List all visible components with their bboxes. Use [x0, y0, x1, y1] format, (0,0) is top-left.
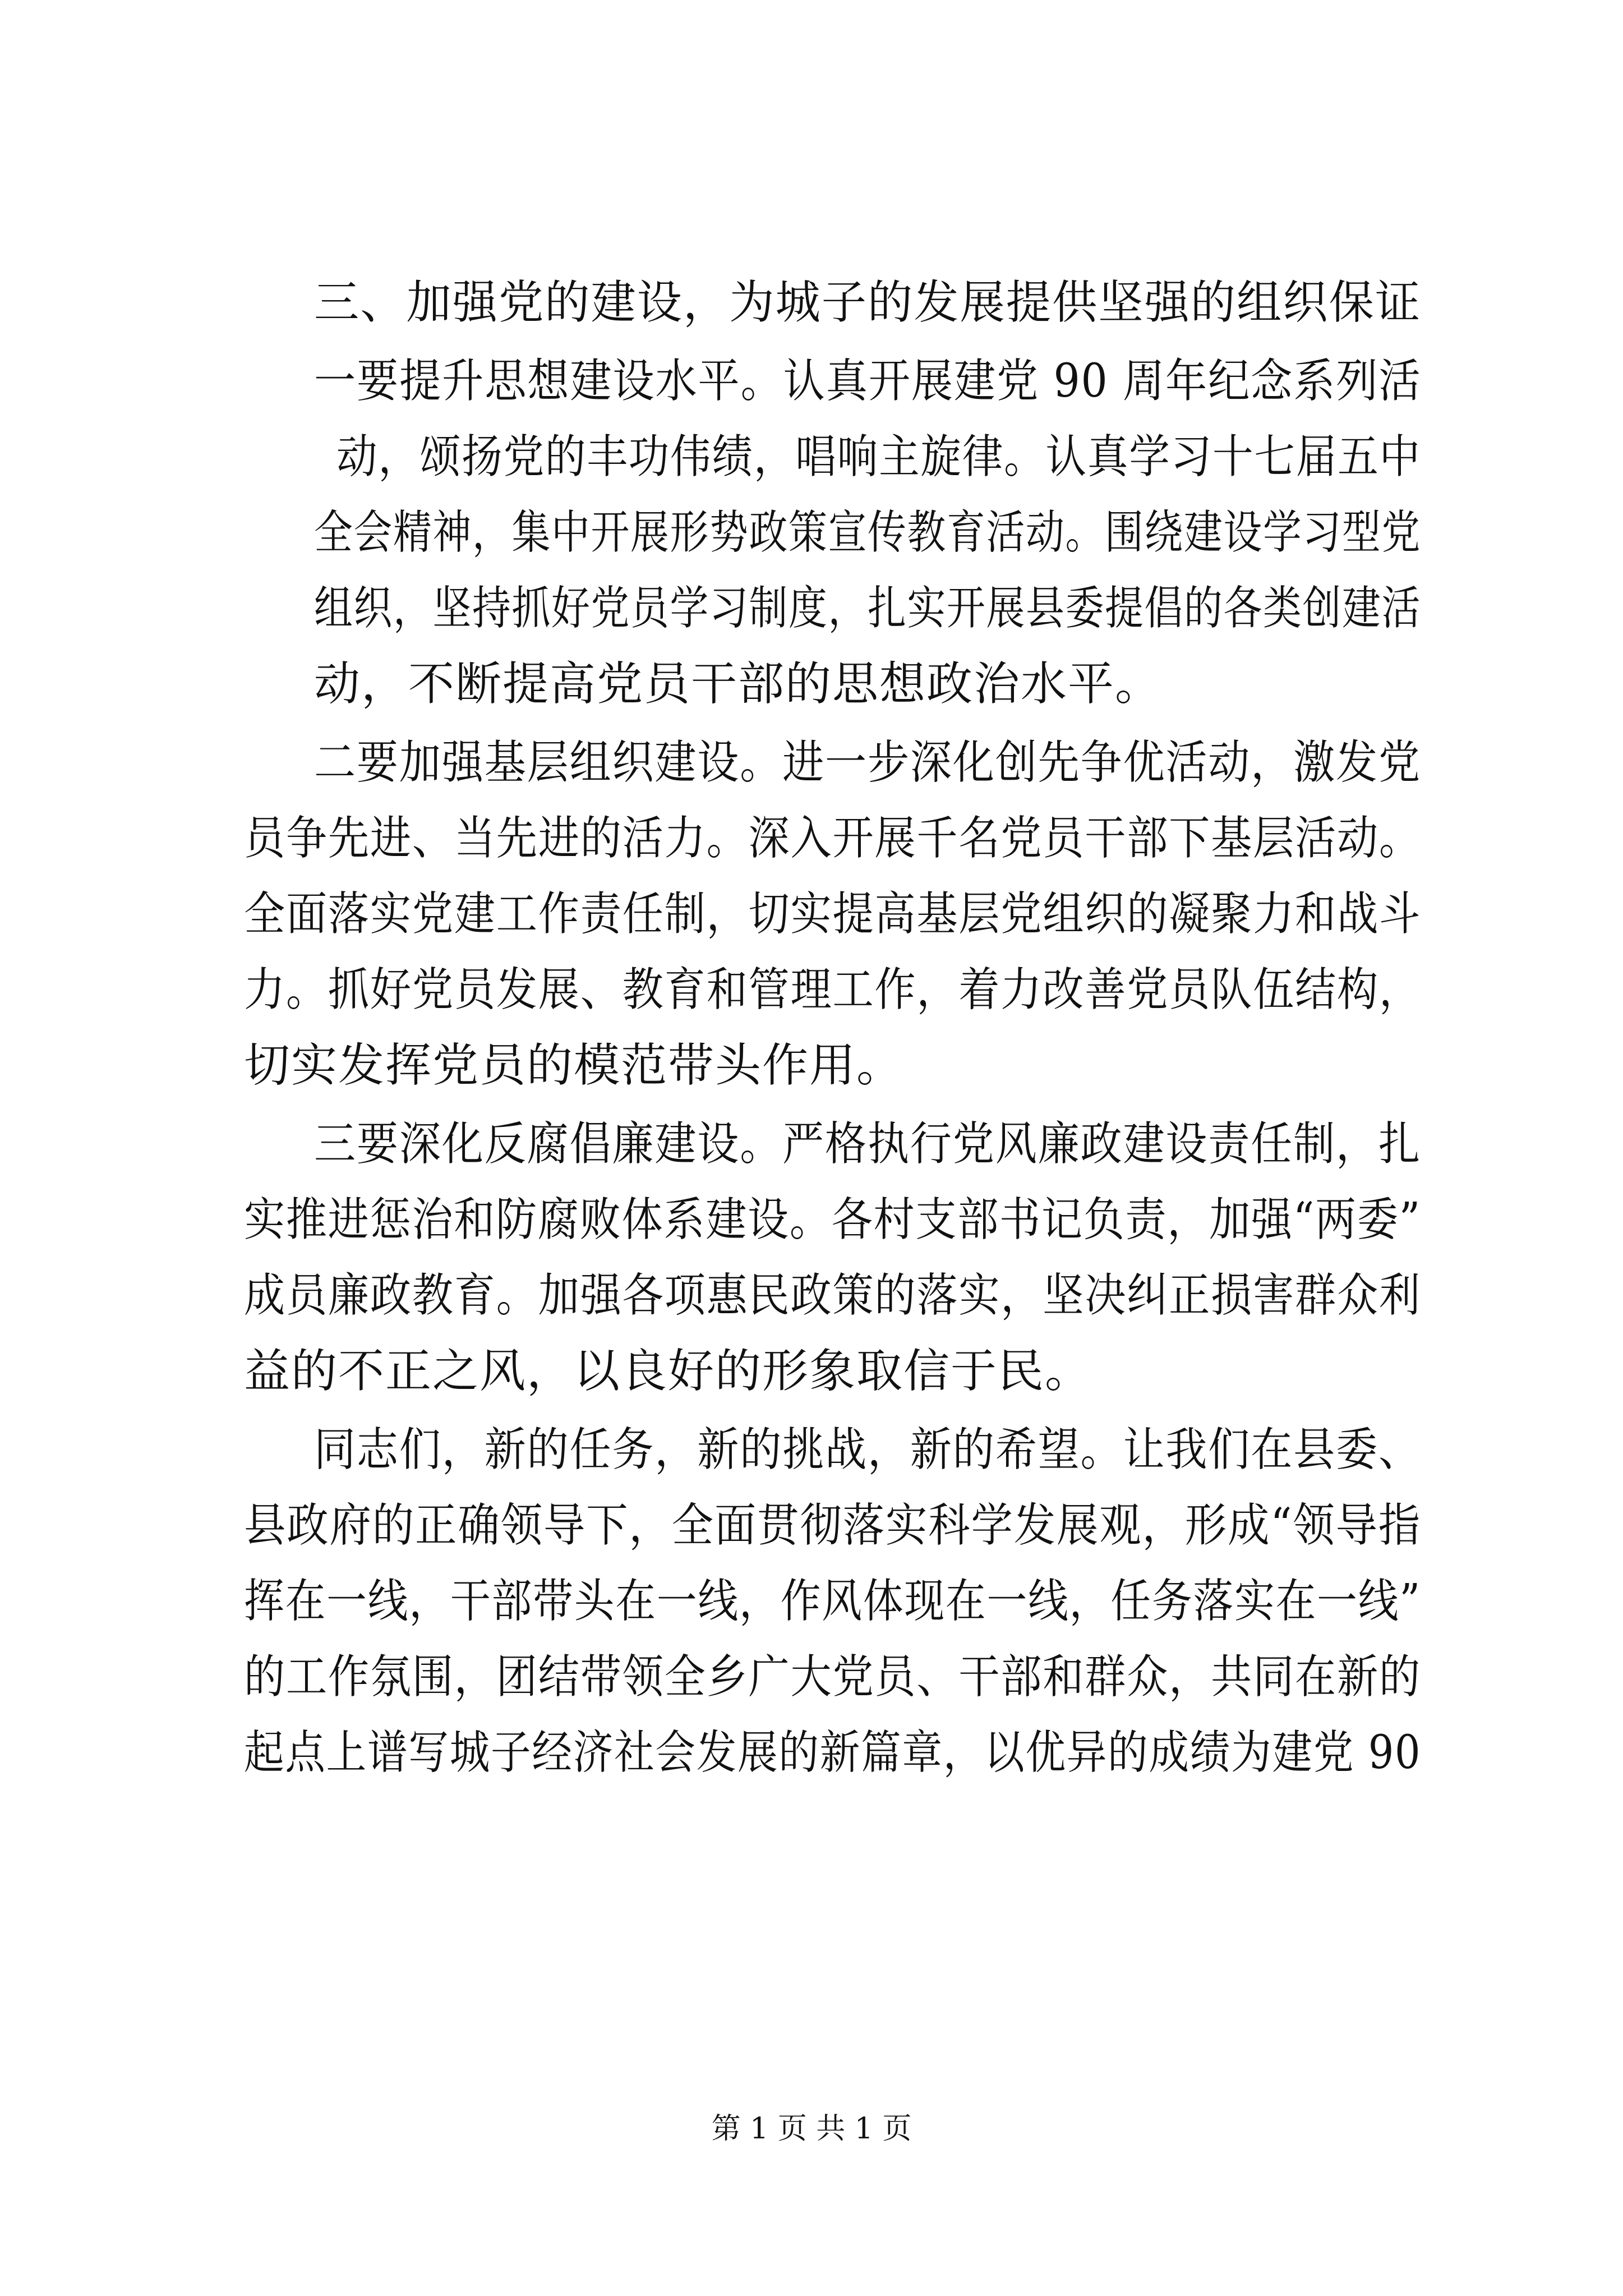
- paragraph-line: 三要深化反腐倡廉建设。严格执行党风廉政建设责任制，扎: [314, 1117, 1421, 1171]
- paragraph-line: 力。抓好党员发展、教育和管理工作，着力改善党员队伍结构，: [244, 963, 1421, 1016]
- paragraph-line: 动，颂扬党的丰功伟绩，唱响主旋律。认真学习十七届五中: [336, 430, 1421, 484]
- paragraph-line: 实推进惩治和防腐败体系建设。各村支部书记负责，加强“两委”: [244, 1193, 1421, 1246]
- paragraph-line: 成员廉政教育。加强各项惠民政策的落实，坚决纠正损害群众利: [244, 1269, 1421, 1322]
- section-heading: 三、加强党的建设，为城子的发展提供坚强的组织保证: [314, 276, 1422, 329]
- paragraph-line: 全会精神，集中开展形势政策宣传教育活动。围绕建设学习型党: [314, 506, 1422, 559]
- paragraph-line: 员争先进、当先进的活力。深入开展千名党员干部下基层活动。: [244, 812, 1421, 865]
- paragraph-line: 动，不断提高党员干部的思想政治水平。: [314, 657, 1163, 711]
- page-footer: 第 1 页 共 1 页: [711, 2112, 912, 2146]
- paragraph-line: 组织，坚持抓好党员学习制度，扎实开展县委提倡的各类创建活: [314, 582, 1422, 635]
- paragraph-line: 二要加强基层组织建设。进一步深化创先争优活动，激发党: [314, 736, 1421, 789]
- paragraph-line: 起点上谱写城子经济社会发展的新篇章，以优异的成绩为建党 90: [244, 1726, 1422, 1779]
- paragraph-line: 的工作氛围，团结带领全乡广大党员、干部和群众，共同在新的: [244, 1650, 1421, 1704]
- paragraph-line: 县政府的正确领导下，全面贯彻落实科学发展观，形成“领导指: [244, 1499, 1421, 1552]
- paragraph-line: 一要提升思想建设水平。认真开展建党 90 周年纪念系列活: [314, 355, 1422, 408]
- paragraph-line: 挥在一线，干部带头在一线，作风体现在一线，任务落实在一线”: [244, 1575, 1421, 1628]
- paragraph-line: 益的不正之风，以良好的形象取信于民。: [244, 1345, 1092, 1398]
- paragraph-line: 切实发挥党员的模范带头作用。: [244, 1039, 904, 1092]
- paragraph-line: 同志们，新的任务，新的挑战，新的希望。让我们在县委、: [314, 1423, 1421, 1476]
- paragraph-line: 全面落实党建工作责任制，切实提高基层党组织的凝聚力和战斗: [244, 887, 1421, 941]
